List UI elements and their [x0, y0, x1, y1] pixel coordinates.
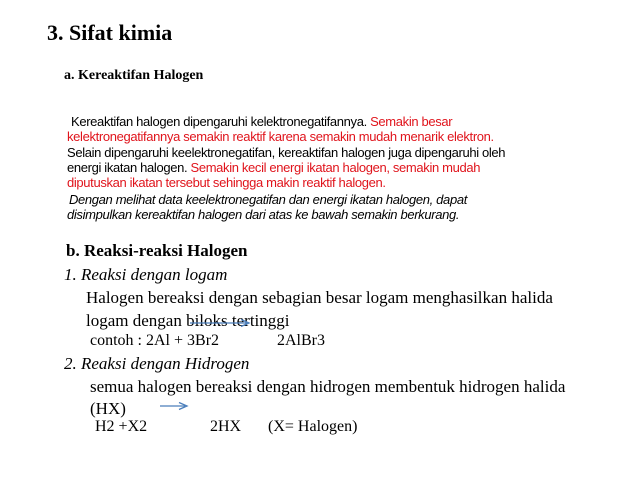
item1-equation-right: 2AlBr3 [277, 332, 325, 349]
slide-title: 3. Sifat kimia [47, 20, 173, 45]
para1-highlight-line2: kelektronegatifannya semakin reaktif karena semakin mudah menarik elektron. [67, 129, 494, 144]
item1-desc-line1: Halogen bereaksi dengan sebagian besar logam menghasilkan halida [86, 288, 553, 307]
para3-line2: disimpulkan kereaktifan halogen dari atas ke bawah semakin berkurang. [67, 207, 460, 222]
item2-desc-line2: (HX) [90, 399, 126, 418]
para1-line1 [71, 114, 452, 129]
para1-highlight: Semakin besar [370, 114, 453, 129]
para2-line1: Selain dipengaruhi keelektronegatifan, kereaktifan halogen juga dipengaruhi oleh [67, 145, 506, 160]
item1-equation-left: contoh : 2Al + 3Br2 [90, 332, 220, 349]
para2-line2 [67, 160, 480, 175]
item2-title: 2. Reaksi dengan Hidrogen [64, 354, 250, 373]
para2-highlight-line3: diputuskan ikatan tersebut sehingga makin reaktif halogen. [67, 175, 386, 190]
para2-highlight: Semakin kecil energi ikatan halogen, semakin mudah [190, 160, 481, 175]
para1-text: Kereaktifan halogen dipengaruhi kelektronegatifannya. [71, 114, 367, 129]
item1-title: 1. Reaksi dengan logam [64, 265, 228, 284]
item2-equation-left: H2 +X2 [95, 418, 148, 435]
subheading-a: a. Kereaktifan Halogen [64, 68, 204, 83]
item2-equation-note: (X= Halogen) [268, 418, 358, 435]
para2-text: energi ikatan halogen. [67, 160, 188, 175]
item2-desc-line1: semua halogen bereaksi dengan hidrogen membentuk hidrogen halida [90, 377, 566, 396]
item2-equation-right: 2HX [210, 418, 242, 435]
para3-line1: Dengan melihat data keelektronegatifan dan energi ikatan halogen, dapat [69, 192, 467, 207]
arrow-right-icon [189, 318, 255, 328]
item1-desc-line2: logam dengan biloks tertinggi [86, 311, 290, 330]
subheading-b: b. Reaksi-reaksi Halogen [66, 241, 248, 260]
arrow-right-icon [159, 401, 191, 411]
